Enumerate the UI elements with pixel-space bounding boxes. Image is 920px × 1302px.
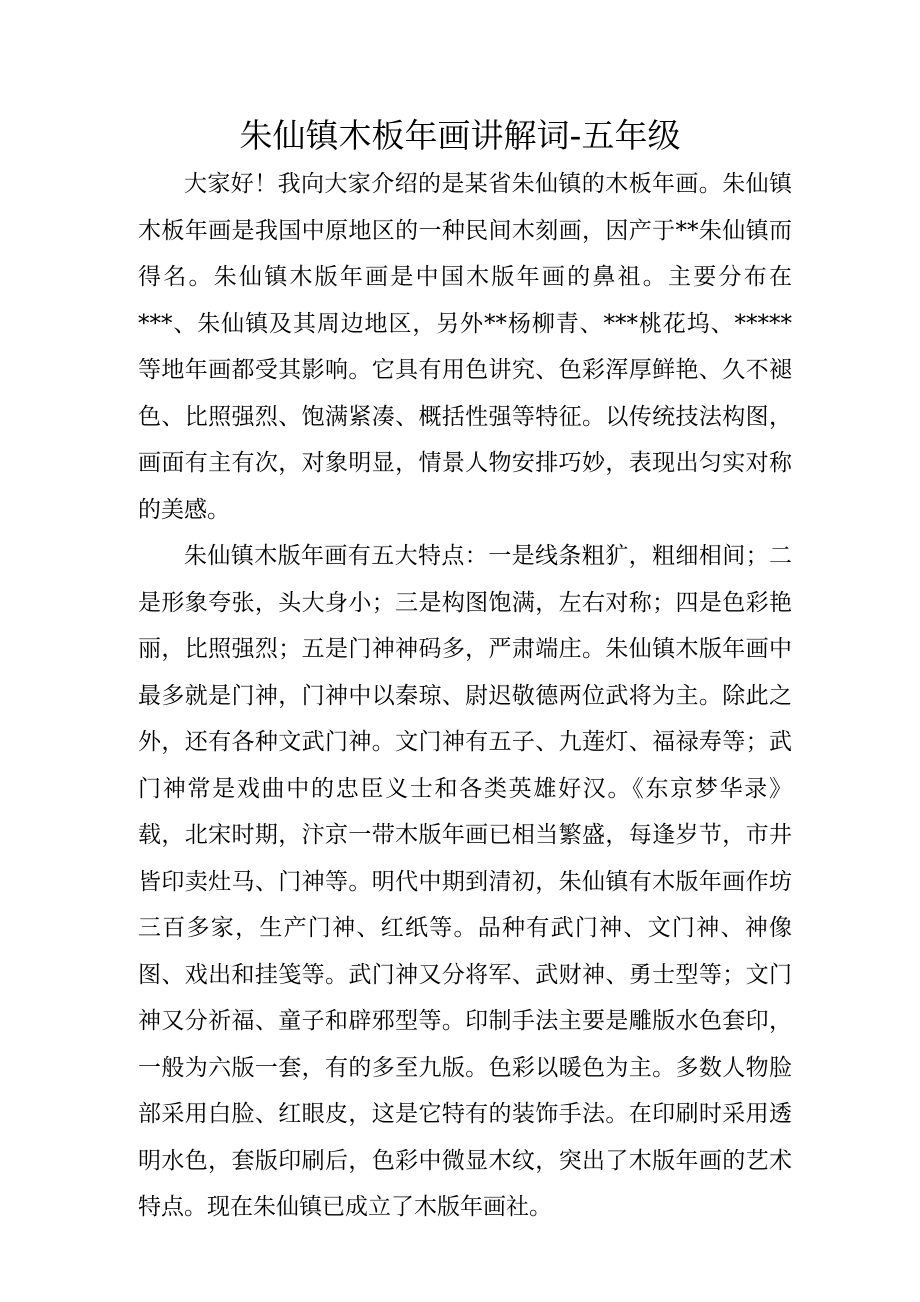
document-body [138,161,792,1231]
page-title: 朱仙镇木板年画讲解词-五年级 [239,116,681,155]
paragraph-features: 朱仙镇木版年画有五大特点：一是线条粗犷，粗细相间；二是形象夸张，头大身小；三是构图饱满，左右对称；四是色彩艳丽，比照强烈；五是门神神码多，严肃端庄。朱仙镇木版年画中最多就是门神，门神中以秦琼、尉迟敬德两位武将为主。除此之外，还有各种文武门神。文门神有五子、九莲灯、福禄寿等；武门神常是戏曲中的忠臣义士和各类英雄好汉。《东京梦华录》载，北宋时期，汴京一带木版年画已相当繁盛，每逢岁节，市井皆印卖灶马、门神等。明代中期到清初，朱仙镇有木版年画作坊三百多家，生产门神、红纸等。品种有武门神、文门神、神像图、戏出和挂笺等。武门神又分将军、武财神、勇士型等；文门神又分祈福、童子和辟邪型等。印制手法主要是雕版水色套印，一般为六版一套，有的多至九版。色彩以暖色为主。多数人物脸部采用白脸、红眼皮，这是它特有的装饰手法。在印刷时采用透明水色，套版印刷后，色彩中微显木纹，突出了木版年画的艺术特点。现在朱仙镇已成立了木版年画社。 [138,543,792,1220]
paragraph-intro: 大家好！我向大家介绍的是某省朱仙镇的木板年画。朱仙镇木板年画是我国中原地区的一种民间木刻画，因产于**朱仙镇而得名。朱仙镇木版年画是中国木版年画的鼻祖。主要分布在***、朱仙镇及其周边地区，另外**杨柳青、***桃花坞、*****等地年画都受其影响。它具有用色讲究、色彩浑厚鲜艳、久不褪色、比照强烈、饱满紧凑、概括性强等特征。以传统技法构图，画面有主有次，对象明显，情景人物安排巧妙，表现出匀实对称的美感。 [138,171,792,523]
